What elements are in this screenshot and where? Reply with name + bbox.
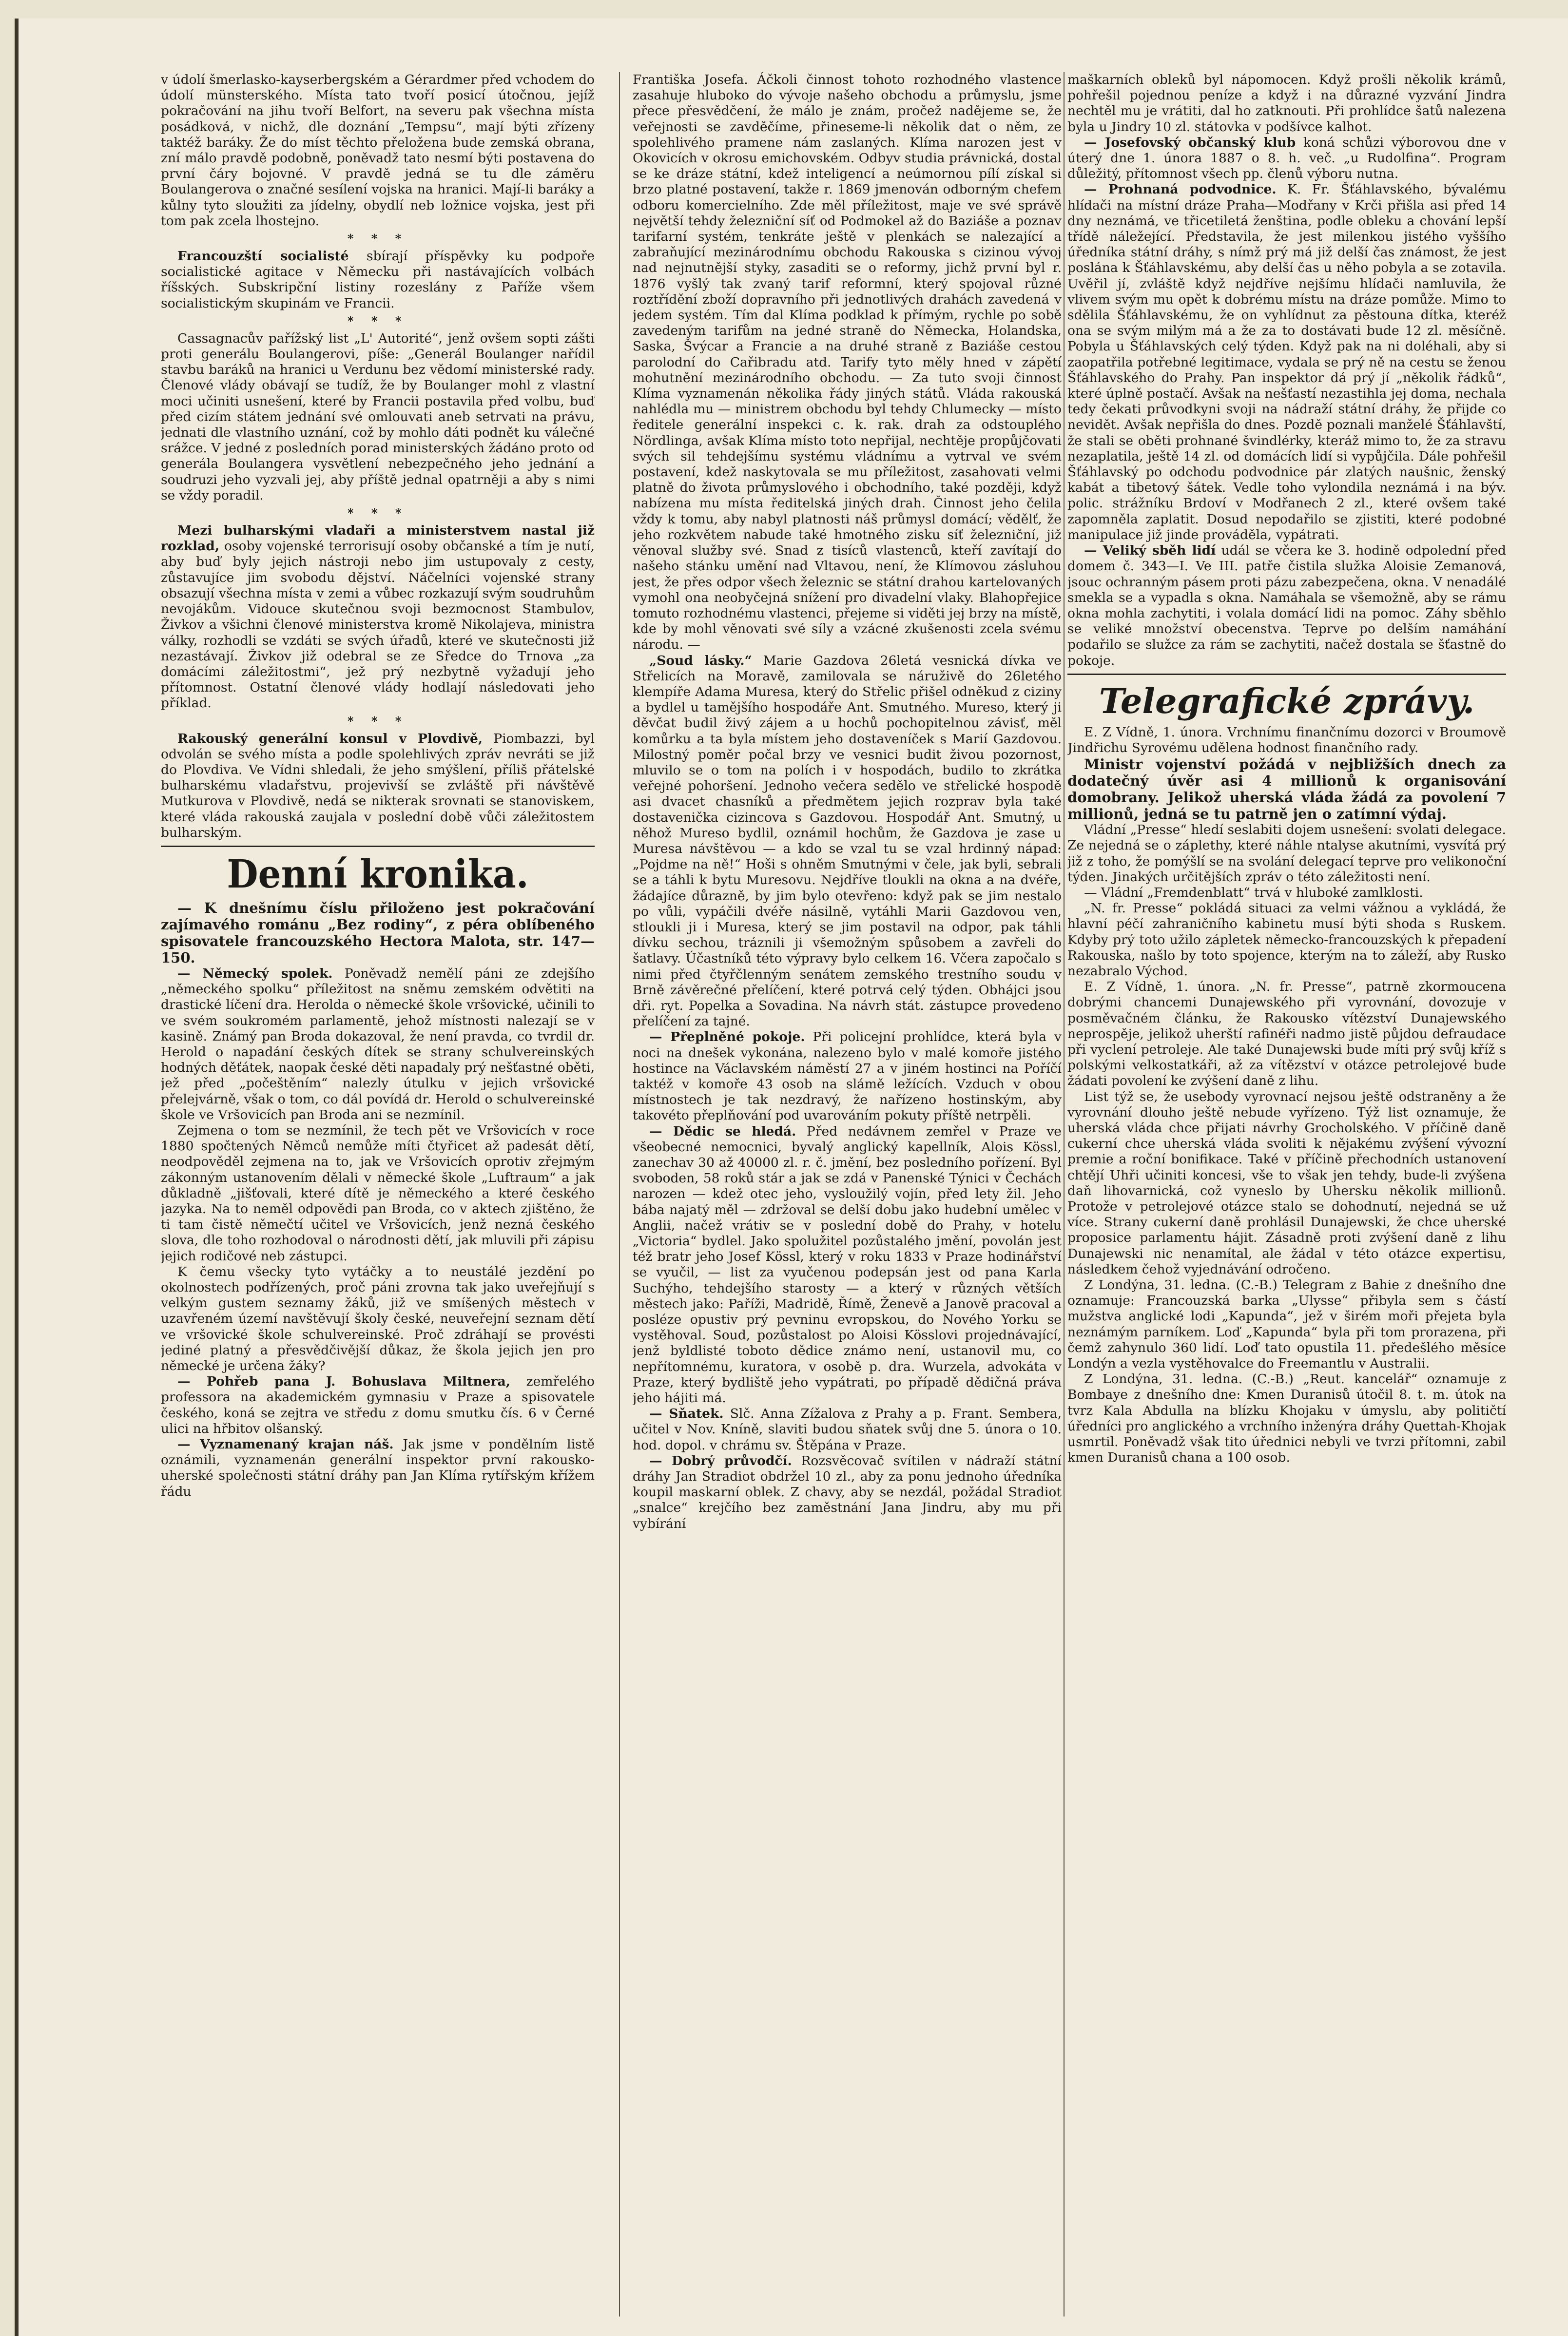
article-lead: — Prohnaná podvodnice. [1084, 182, 1277, 197]
article-lead: Mezi bulharskými vladaři a ministerstvem nastal již rozklad, [161, 523, 595, 554]
article-lead: Rakouský generální konsul v Plovdivě, [177, 731, 483, 746]
column-2 [633, 72, 1062, 2317]
section-rule [1067, 674, 1506, 675]
section-heading: Denní kronika. [227, 851, 529, 897]
article-text: Piombazzi, byl odvolán se svého místa a podle spolehlivých zpráv nevráti se již do Plovdiva. Ve Vídni shledali, že jeho smýšlení, příliš přátelské bulharskému vladařstvu, projevivší se zvláště při návštěvě Mutkurova v Plovdivě, nedá se nikterak srovnati se stanoviskem, které vláda rakouská zaujala v poslední době vůči záležitostem bulharským. [161, 731, 595, 840]
article-text: zemřelého professora na akademickém gymnasiu v Praze a spisovatele českého, koná se zejtra ve středu z domu smutku čís. 6 v Černé ulici na hřbitov olšanský. [161, 1374, 595, 1436]
article-paragraph [1067, 543, 1506, 669]
article-lead: — Přeplněné pokoje. [649, 1029, 805, 1045]
article-text: Ministr vojenství požádá v nejbližších dnech za dodatečný úvěr asi 4 millionů k organisování domobrany. Jelikož uherská vláda žádá za povolení 7 millionů, jedná se tu patrně jen o zatímní výdaj. [1067, 756, 1506, 823]
article-paragraph [161, 1374, 595, 1437]
article-text: List týž se, že usebody vyrovnací nejsou ještě odstraněny a že vyrovnání dlouho ještě nebude vyřízeno. Týž list oznamuje, že uherská vláda chce přijati návrhy Grocholského. V příčině daně cukerní chce uherská vláda svoliti k nějakému zvýšení vývozní premie a roční bonifikace. Také v příčině přechodních ustanovení chtějí Uhři učiniti koncesi, vše to však jen tehdy, bude-li zvýšena daň lihovarnická, což vyneslo by Uhersku několik millionů. Protože v petrolejové otázce stalo se dohodnutí, nejedná se už více. Strany cukerní daně prohlásil Dunajewski, že chce uherské proposice parlamentu hájit. Zásadně proti zvýšení daně z lihu Dunajewski nic nenamítal, ale žádal v této otázce expertisu, následkem čehož vyjednávání odročeno. [1067, 1089, 1506, 1277]
article-paragraph [161, 523, 595, 711]
article-lead: — Vyznamenaný krajan náš. [177, 1437, 394, 1452]
article-text: Vládní „Presse“ hledí seslabiti dojem usnešení: svolati delegace. Ze nejedná se o záplethy, které náhle ntalyse akutními, vysvítá prý již z toho, že pomýšlí se na svolání delegací teprve pro velikonoční týden. Jinakých určitějších zpráv o této záležitosti není. [1067, 822, 1506, 885]
article-lead: — Dědic se hledá. [649, 1123, 796, 1139]
section-divider: * * * [347, 714, 408, 728]
article-lead: — Veliký sběh lidí [1084, 543, 1216, 559]
article-lead: — Německý spolek. [177, 965, 333, 981]
article-text: v údolí šmerlasko-kayserbergském a Gérardmer před vchodem do údolí münsterského. Místa tato tvoří posicí útočnou, jejíž pokračování na jihu tvoří Belfort, na severu pak všechna místa posádková, v nichž, dle doznání „Tempsu“, mají býti zřízeny taktéž baráky. Že do míst těchto přeložena bude zemská obrana, zní málo pravdě podobně, poněvadž tato nesmí býti postavena do první čáry bojovné. V pravdě jedná se tu dle záměru Boulangerova o značné sesílení vojska na hranici. Mají-li baráky a kůlny tyto sloužiti za jídelny, obydlí neb ložnice vojska, jest při tom pak zcela lhostejno. [161, 72, 595, 229]
article-text: Před nedávnem zemřel v Praze ve všeobecné nemocnici, byvalý anglický kapellník, Alois Kössl, zanechav 30 až 40000 zl. r. č. jmění, bez posledního pořízení. Byl svoboden, 58 roků stár a jak se zdá v Panenské Týnici v Čechách narozen — kdež otec jeho, vysloužilý vojín, před lety žil. Jeho bába najatý měl — zdržoval se delší dobu jako hudební umělec v Anglii, načež vrátiv se v poslední době do Prahy, v hotelu „Victoria“ bydlel. Jako spolužitel pozůstalého jmění, povolán jest též bratr jeho Josef Kössl, který v roku 1833 v Praze hodinářství se vyučil, — list za vyučenou podepsán jest od pana Karla Suchýho, tehdejšího starosty — a který v různých větších městech jako: Paříži, Madridě, Římě, Ženevě a Janově pracoval a posléze opustiv prý pevninu evropskou, do Nového Yorku se vystěhoval. Soud, pozůstalost po Aloisi Kösslovi projednávající, jenž byldlisté toboto dědice známo není, ustanovil mu, co nepřítomnému, kuratora, v osobě p. dra. Wurzela, advokáta v Praze, který bydliště jeho vypátrati, po případě dědičná práva jeho hájiti má. [633, 1123, 1062, 1406]
article-text: Rozsvěcovač svítilen v nádraží státní dráhy Jan Stradiot obdržel 10 zl., aby za ponu jednoho úředníka koupil maskarní oblek. Z chavy, aby se nezdál, požádal Stradiot „snalce“ krejčího bez zaměstnání Jana Jindru, aby mu při vybírání [633, 1453, 1062, 1531]
article-text: osoby vojenské terrorisují osoby občanské a tím je nutí, aby buď byly jejich nástroji nebo jim ustupovaly z cesty, zůstavujíce jim svobodu dějství. Náčelníci vojenské strany obsazují všechna místa v zemi a vůbec rozkazují svým soudruhům nevojákům. Vidouce skutečnou svoji bezmocnost Stambulov, Živkov a všichni členové ministerstva kromě Nikolajeva, ministra války, rozhodli se vzdáti se svých úřadů, které ve skutečnosti již nezastávají. Živkov již odebral se ze Sředce do Trnova „za domácími záležitostmi“, jež prý nezbytně vyžadují jeho přítomnost. Ostatní členové vlády hodlají následovati jeho příklad. [161, 539, 595, 711]
article-lead: — Sňatek. [649, 1406, 724, 1422]
section-rule [161, 846, 595, 847]
article-text: „N. fr. Presse“ pokládá situaci za velmi vážnou a vykládá, že hlavní péčí zahraničního kabinetu musí býti shoda s Ruskem. Kdyby prý toto užilo zápletek německo-francouzských k přepadení Rakouska, našlo by toto spojence, kterým na to záleží, aby Rusko nezabralo Východ. [1067, 901, 1506, 979]
article-lead: „Soud lásky.“ [649, 653, 752, 668]
article-paragraph [633, 653, 1062, 1030]
article-paragraph [161, 966, 595, 1123]
section-divider: * * * [347, 313, 408, 328]
article-paragraph [633, 1406, 1062, 1453]
article-lead: — Josefovský občanský klub [1084, 135, 1296, 150]
article-paragraph [161, 249, 595, 311]
article-text: K. Fr. Šťáhlavského, bývalému hlídači na místní dráze Praha—Modřany v Krči přišla asi před 14 dny neznámá, ve třicetiletá ženština, podle obleku a chování lepší třídě náležející. Představila, že jest milenkou jistého vyššího úředníka státní dráhy, s nímž prý má již delší čas známost, že jest poslána k Šťáhlavskému, aby delší čas u něho pobyla a se zotavila. Uvěřil jí, zvláště když nejdříve nejšímu hlídači namluvila, že vlivem svým mu opět k dobrému místu na dráze pomůže. Mimo to sdělila Šťáhlavskému, že on vyhlídnut za pěstouna dítka, kteréž ona se svým milým má a že za to dostávati bude 12 zl. měsíčně. Pobyla u Šťáhlavských celý týden. Když pak na ni doléhali, aby si zaopatřila potřebné legitimace, vydala se prý ně na cestu se ženou Šťáhlavského do Prahy. Pan inspektor dá prý jí „několik řádků“, které úplně postačí. Avšak na nešťastí nezastihla jej doma, nechala tedy čekati průvodkyni svoji na nádraží státní dráhy, že přijde co nevidět. Avšak nepřišla do dnes. Pozdě poznali manželé Šťáhlavští, že stali se oběti prohnané švindlérky, kteráž mimo to, že za stravu nezaplatila, ještě 14 zl. od domácích lidí si vypůjčila. Dále pohřešil Šťáhlavský po odchodu podvodnice pár zlatých naušnic, ženský kabát a tibetový šátek. Vedle toho vylondila neznámá i na býv. polic. strážníku Brdoví v Modřanech 2 zl., které ovšem také zapomněla zaplatit. Dosud nepodařilo se zjistiti, které podobné manipulace již jinde prováděla, vypátrati. [1067, 182, 1506, 542]
article-lead: — Pohřeb pana J. Bohuslava Miltnera, [177, 1374, 510, 1390]
article-text: Slč. Anna Zížalova z Prahy a p. Frant. Sembera, učitel v Nov. Kníně, slaviti budou sňatek svůj dne 5. února o 10. hod. dopol. v chrámu sv. Štěpána v Praze. [633, 1406, 1062, 1453]
newspaper-page [15, 19, 1568, 2336]
article-paragraph [633, 1029, 1062, 1123]
article-paragraph [161, 1437, 595, 1500]
column-3 [1067, 72, 1506, 2317]
article-text: Marie Gazdova 26letá vesnická dívka ve Střelicích na Moravě, zamilovala se náruživě do 26letého klempíře Adama Muresa, který do Střelic přišel odněkud z ciziny a bydlel u tamějšího hospodáře Ant. Smutného. Mureso, který ji děvčat budil živý zájem a u hochů pochopitelnou závisť, měl komůrku a ta byla místem jeho dostaveníček s Marií Gazdovou. Milostný poměr počal brzy ve vesnici budit živou pozornost, mluvilo se o tom na polích i v hospodách, budilo to zkrátka veřejné pohoršení. Jednoho večera sedělo ve střelické hospodě asi dvacet chasníků a předmětem jejich rozprav byla také dostavenička cizincova s Gazdovou. Hospodář Ant. Smutný, u něhož Mureso bydlil, oznámil hochům, že Gazdova je zase u Muresa návštěvou — a kdo se vzal tu se vzal hrdinný nápad: „Pojdme na ně!“ Hoši s ohněm Smutnými v čele, jak byli, sebrali se a táhli k bytu Muresovu. Nejdříve tloukli na okna a na dvéře, žádajíce důrazně, by jim bylo otevřeno: když pak se jim nestalo po vůli, vypáčili dvéře násilně, vytáhli Marii Gazdovou ven, stloukli ji i Muresa, který se jim postavil na odpor, pak táhli dívku sechou, tráznili ji všemožným spůsobem a zavřeli do šatlavy. Účastníků této výpravy bylo celkem 16. Včera započalo s nimi před čtyřčlenným senátem zemského trestního soudu v Brně závěrečné přelíčení, které potrvá celý týden. Obhájci jsou dři. ryt. Popelka a Sovadina. Na návrh stát. zástupce provedeno přelíčení za tajné. [633, 653, 1062, 1029]
column-1 [161, 72, 595, 2317]
article-text: E. Z Vídně, 1. února. „N. fr. Presse“, patrně zkormoucena dobrými chancemi Dunajewského při vyrovnání, dovozuje v posměvačném článku, že Rakousko vítězství Dunajewského neprospěje, jelikož uherští rafinéři nadmo jistě půjdou defraudace při vyclení petroleje. Ale také Dunajewski bude míti prý svůj kříž s polskými velkostatkáři, až za vítězství v otázce petrolejové bude žádati povolení ke zvýšení daně z lihu. [1067, 979, 1506, 1089]
article-lead: Francouzští socialisté [177, 249, 349, 264]
article-text: udál se včera ke 3. hodině odpolední před domem č. 343—I. Ve III. patře čistila služka Aloisie Zemanová, jsouc ochranným pásem proti pázu zabezpečena, okna. V nenadálé smekla se a vypadla s okna. Namáhala se všemožně, aby se rámu okna mohla zachytiti, i volala domácí lidi na pomoc. Záhy sběhlo se veliké množství obecenstva. Teprve po delším namáhání podařilo se služce za rám se zachytiti, načež dostala se šťastně do pokoje. [1067, 543, 1506, 668]
article-text: Františka Josefa. Áčkoli činnost tohoto rozhodného vlastence zasahuje hluboko do vývoje našeho obchodu a průmyslu, jsme přece přesvědčení, že málo je znám, pročež nadějeme se, že veřejnosti se zavděčíme, přineseme-li několik dat o něm, ze spolehlivého pramene nám zaslaných. Klíma narozen jest v Okovicích v okrosu emichovském. Odbyv studia právnická, dostal se ke dráze státní, kdež inteligencí a neúmornou pílí získal si brzo platné postavení, takže r. 1869 jmenován odborným chefem odboru komercielního. Zde měl příležitost, maje ve své správě největší tehdy železniční síť od Podmokel až do Baziáše a poznav tarifarní systém, tenkráte ještě v plenkách se nalezající a zabraňující mezinárodnímu obchodu Rakouska s cizinou vývoj nad nejnutnější styky, zasaditi se o reformy, jichž první byl r. 1876 vyšlý tak zvaný tarif reformní, který spojoval různé roztřídění zboží dopravního při jednotlivých drahách zavedená v jedem systém. Tím dal Klíma podklad k přímým, rychle po sobě zavedeným tarifům na jedné straně do Německa, Holandska, Saska, Švýcar a Francie a na druhé straně z Baziáše cestou parolodní do Cařibradu atd. Tarify tyto měly hned v zápětí mohutnění mezinárodního obchodu. — Za tuto svoji činnost Klíma vyznamenán několika řády jiných států. Vláda rakouská nahlédla mu — ministrem obchodu byl tehdy Chlumecky — místo ředitele generální inspekci c. k. rak. drah za odstouplého Nördlinga, avšak Klíma místo toto nepřijal, nechtěje propůjčovati svých sil tehdejšímu systému vládnímu a vytrval ve svém postavení, kdež naskytovala se mu příležitost, zasahovati velmi platně do života průmyslového i obchodního, také později, když nabízena mu místa ředitelská jiných drah. Činnost jeho čelila vždy k tomu, aby nabyl platnosti náš průmysl domácí; vědělť, že jeho rozkvětem nabude také hmotného zisku síť železniční, již věnoval služby své. Snad z tisíců vlastenců, kteří zavítají do našeho stánku umění nad Vltavou, není, že Klímovou zásluhou jest, že přes odpor všech železnic se státní drahou kartelovaných vymohl ona neobyčejná snížení pro divadelní vlaky. Blahopřejice tomuto rozhodnému vlastenci, přejeme si viděti jej brzy na místě, kde by mohl věnovati své síly a vzácné zkušenosti zcela svému národu. — [633, 72, 1062, 653]
section-divider: * * * [347, 506, 408, 521]
article-text: E. Z Vídně, 1. února. Vrchnímu finančnímu dozorci v Broumově Jindřichu Syrovému udělena hodnost finančního rady. [1067, 724, 1506, 755]
article-paragraph [1067, 182, 1506, 543]
article-text: koná schůzi výborovou dne v úterý dne 1. února 1887 o 8. h. več. „u Rudolfina“. Program důležitý, přítomnost všech pp. členů výboru nutna. [1067, 135, 1506, 182]
article-text: Z Londýna, 31. ledna. (C.-B.) Telegram z Bahie z dnešního dne oznamuje: Francouzská barka „Ulysse“ přibyla sem s částí mužstva anglické lodi „Kapunda“, jež v širém moři přejeta byla neznámým parníkem. Loď „Kapunda“ byla při tom prorazena, při čemž zahynulo 360 lidí. Loď tato opustila 11. předešlého měsíce Londýn a vezla vystěhovalce do Freemantlu v Australii. [1067, 1277, 1506, 1371]
article-text: Jak jsme v pondělním listě oznámili, vyznamenán generální inspektor první rakousko-uherské společnosti státní dráhy pan Jan Klíma rytířským křížem řádu [161, 1437, 595, 1499]
article-text: — Vládní „Fremdenblatt“ trvá v hluboké zamlklosti. [1084, 885, 1423, 900]
article-text: Zejmena o tom se nezmínil, že tech pět ve Vršovicích v roce 1880 spočtených Němců nemůže míti čtyřicet až padesát dětí, neodpověděl zejmena na to, jak ve Vršovicích oprotiv zřejmým zákonným ustanovením dělali v německé škole „Luftraum“ a jak důkladně „jišťovali, které dítě je německého a které českého jazyka. Na to neměl odpovědi pan Broda, co v aktech zjištěno, že ti tam čistě němečtí učitel ve Vršovicích, jenž nezná českého slova, dle toho rozhodoval o národnosti dětí, jak mluvili při zápisu jejich rodičové neb zástupci. [161, 1122, 595, 1264]
article-text: sbírají příspěvky ku podpoře socialistické agitace v Německu při nastávajících volbách říšských. Subskripční listiny rozeslány z Paříže všem socialistickým skupinám ve Francii. [161, 249, 595, 311]
article-paragraph [1067, 135, 1506, 182]
column-rule [619, 72, 620, 2317]
article-paragraph [161, 731, 595, 841]
article-text: Poněvadž nemělí páni ze zdejšího „německého spolku“ příležitost na sněmu zemském odvětiti na drastické líčení dra. Herolda o německé škole vršovické, učinili to ve svém soukromém parlamentě, jehož místnosti nalezají se v kasině. Známý pan Broda dokazoval, že není pravda, co tvrdil dr. Herold o napadání českých dítek se strany schulvereinských hodných děťátek, naopak české děti napadaly prý nešťastné oběti, jež před „počeštěním“ nalezly útulku v jejich vršovické přelejvárně, však o tom, co dál povídá dr. Herold o schulvereinské škole ve Vršovicích pan Broda ani se nezmínil. [161, 965, 595, 1122]
article-text: Cassagnacův pařížský list „L' Autorité“, jenž ovšem sopti zášti proti generálu Boulangerovi, píše: „Generál Boulanger nařídil stavbu baráků na hranici u Verdunu bez vědomí ministerské rady. Členové vlády obávají se tudíž, že by Boulanger mohl z vlastní moci učiniti usnešení, které by Francii postavila před volbu, buď před cizím státem jednání své omlouvati aneb setrvati na právu, jednati dle vlastního uznání, což by mohlo dáti podnět ku válečné srážce. V jedné z posledních porad ministerských žádáno proto od generála Boulangera vysvětlení nebezpečného jeho jednání a soudruzi jeho vyzvali jej, aby příště jednal opatrněji a aby s nimi se vždy poradil. [161, 330, 595, 503]
article-text: — K dnešnímu číslu přiloženo jest pokračování zajímavého románu „Bez rodiny“, z péra oblíbeného spisovatele francouzského Hectora Malota, str. 147—150. [161, 899, 595, 966]
article-text: Z Londýna, 31. ledna. (C.-B.) „Reut. kancelář“ oznamuje z Bombaye z dnešního dne: Kmen Duranisů útočil 8. t. m. útok na tvrz Kala Abdulla na blízku Khojaku v úmyslu, aby političtí úředníci pro anglického a vrchního inženýra dráhy Quettah-Khojak usmrtil. Poněvadž však tito úřednici nebyli ve tvrzi přítomni, zabil kmen Duranisů chana a 100 osob. [1067, 1371, 1506, 1466]
column-rule [1064, 72, 1065, 2317]
section-divider: * * * [347, 232, 408, 246]
article-text: maškarních obleků byl nápomocen. Když prošli několik krámů, pohřešil pojednou peníze a když i na důrazné vyzvání Jindra nechtěl mu je vrátiti, dal ho zatknouti. Při prohlídce šatů nalezena byla u Jindry 10 zl. státovka v podšívce kalhot. [1067, 72, 1506, 135]
article-text: Při policejní prohlídce, která byla v noci na dnešek vykonána, nalezeno bylo v malé komoře jistého hostince na Václavském náměstí 27 a v jiném hostinci na Poříčí taktéž v komoře 43 osob na slámě ležících. Vzduch v obou místnostech je tak nezdravý, že nařízeno hostinským, aby takovéto přeplňování pod uvarováním pokuty příště netrpěli. [633, 1029, 1062, 1123]
article-paragraph [633, 1453, 1062, 1532]
article-paragraph [633, 1124, 1062, 1407]
section-heading: Telegrafické zprávy. [1099, 680, 1475, 721]
article-text: K čemu všecky tyto vytáčky a to neustálé jezdění po okolnostech podřízených, proč páni zrovna tak jako uveřejňují s velkým gustem seznamy žáků, již ve smíšených městech v uzavřeném území navštěvují školy české, neuveřejní seznam dětí ve vršovické škole schulvereinské. Proč zdráhají se provésti jediné platný a přesvědčivější důkaz, že škola jejich jen pro německé je určena žáky? [161, 1264, 595, 1374]
article-lead: — Dobrý průvodčí. [649, 1453, 792, 1468]
